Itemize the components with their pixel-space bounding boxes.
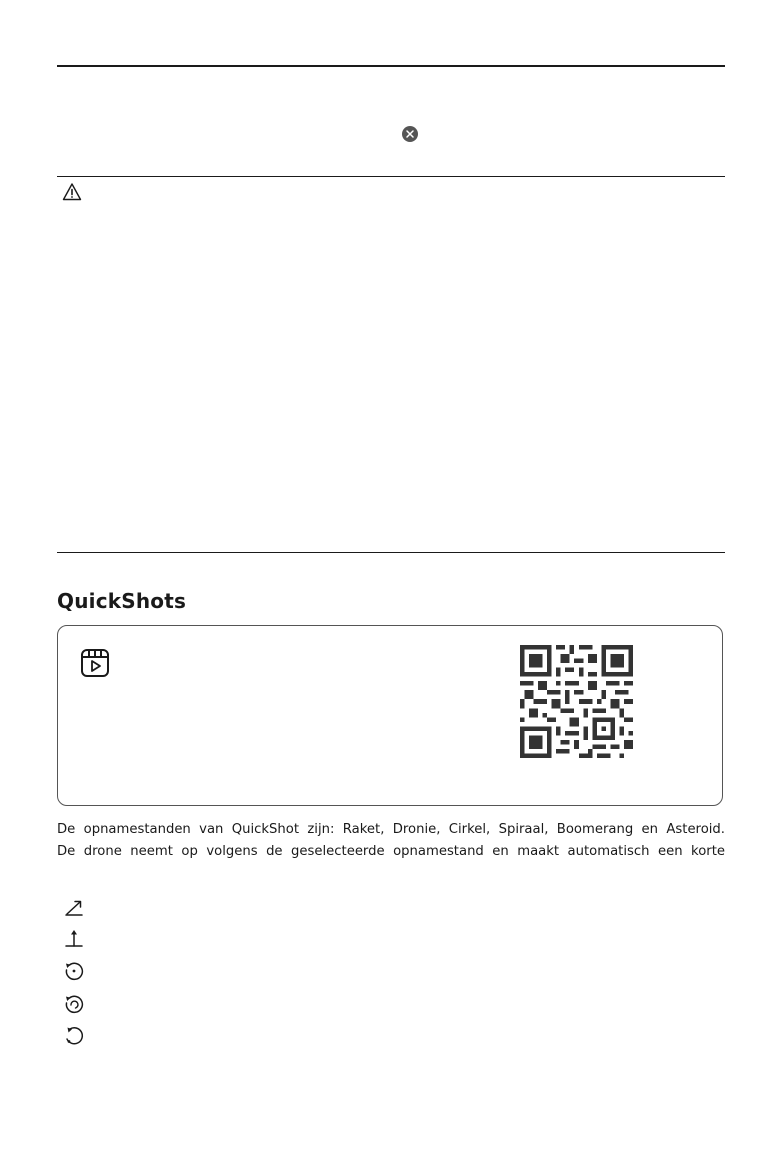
dronie-icon [63,927,85,949]
qr-code-icon[interactable] [520,645,633,758]
video-tutorial-icon [80,648,110,678]
rocket-icon [63,897,85,919]
section-title: QuickShots [57,589,187,613]
warning-icon [62,182,82,202]
circle-icon [63,960,85,982]
boomerang-icon [63,1025,85,1047]
warning-bottom-rule [57,552,725,553]
paragraph-line: De opnamestanden van QuickShot zijn: Raket, Dronie, Cirkel, Spiraal, Boomerang en Asteroid. [57,822,725,837]
close-circle-icon [402,126,418,142]
quickshots-description [57,819,725,862]
paragraph-line: De drone neemt op volgens de geselecteerde opnamestand en maakt automatisch een korte [57,843,725,859]
warning-top-rule [57,176,725,177]
top-rule [57,65,725,67]
helix-icon [63,993,85,1015]
